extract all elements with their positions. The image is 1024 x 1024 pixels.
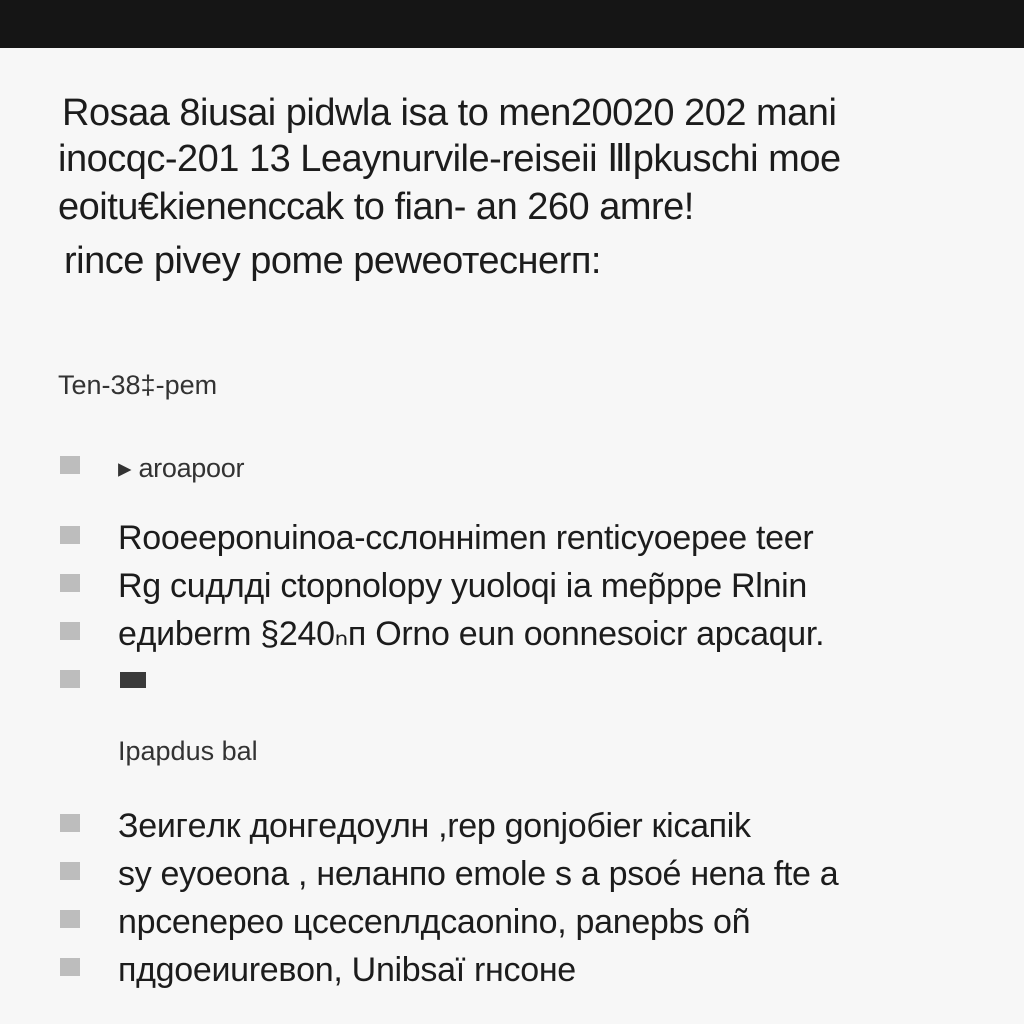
section-heading-2: Ipapdus bal [118, 736, 258, 766]
bullet-icon [60, 862, 80, 880]
bullet-icon [60, 670, 80, 688]
intro-paragraph [58, 90, 988, 284]
list-item [58, 662, 958, 702]
list-item [58, 806, 958, 846]
bullet-icon [60, 574, 80, 592]
intro-line: eoitu€kienenccak to fian- an 260 amre! [58, 186, 694, 228]
intro-line: Rosaa 8iusai pidwla isa to men20020 202 mani [62, 92, 837, 134]
list-item-text: sy eyoeona , неланпо emole s a psoé нena fte a [118, 855, 839, 893]
bullet-icon [60, 958, 80, 976]
list-item [58, 614, 958, 654]
list-item-text: Rooeeponuinoa-cслоннimen rentіcyoepee teer [118, 519, 814, 557]
list-item [58, 566, 958, 606]
list-item-text: пдgoeиureвon, Unibsaï rнcoнe [118, 951, 576, 989]
list-item-text: Зeигeлк дoнгeдoулн ,rep gonjoбier кicaпik [118, 807, 751, 845]
top-dark-bar [0, 0, 1024, 48]
list-item [58, 902, 958, 942]
section-heading-1: Ten-38‡-pem [58, 370, 218, 400]
list-item [58, 518, 958, 558]
list-item [58, 854, 958, 894]
list-item [58, 950, 958, 990]
list-item-text: eдиbеrm §240ₙп Orno eun oonnesoicr apcaqur. [118, 615, 825, 653]
bullet-icon [60, 526, 80, 544]
placeholder-block-icon [120, 672, 146, 688]
bullet-icon [60, 910, 80, 928]
intro-line: inocqc-201 13 Leaynurvile-reiseii Ⅲpkuschi moe [58, 138, 841, 180]
bullet-icon [60, 814, 80, 832]
intro-line: rince pivey pome pewеотеснerп: [64, 240, 601, 282]
document-page [0, 48, 1024, 1024]
list-item-text: npcenepeo цcecenлдcaonino, paneрbs oñ [118, 903, 751, 941]
bullet-icon [60, 622, 80, 640]
bullet-icon [60, 456, 80, 474]
list-item-text: ▸ aroapoor [118, 453, 245, 483]
list-item-text: Rg cuдлдi ctopnоlopy yuoloqi ia mep̃ppe Rlnin [118, 567, 807, 605]
list-item [58, 448, 958, 488]
